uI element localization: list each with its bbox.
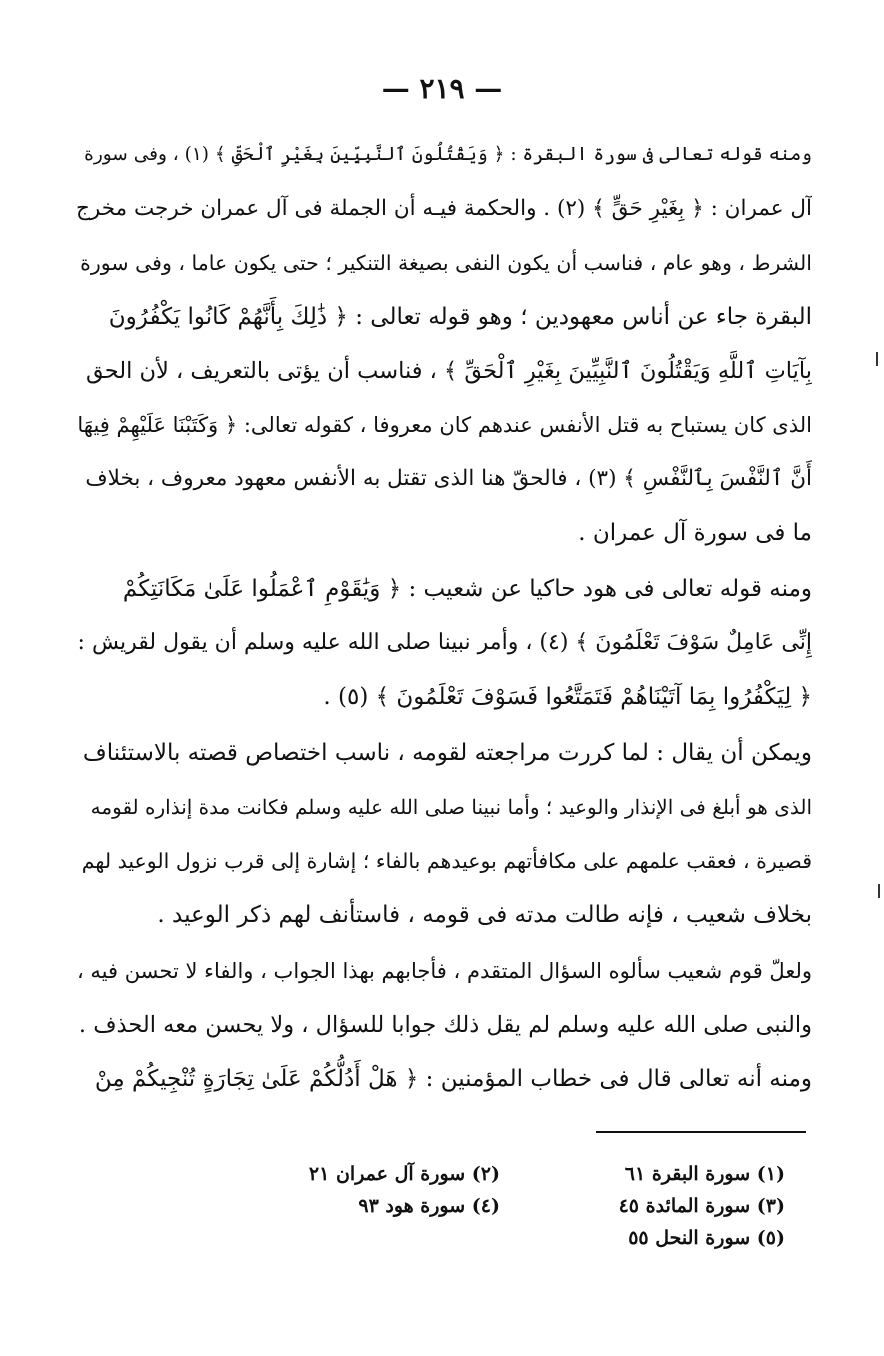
- text-line: البقرة جاء عن أناس معهودين ؛ وهو قوله تعالى : ﴿ ذَٰلِكَ بِأَنَّهُمْ كَانُوا يَكْفُرُونَ: [108, 304, 812, 330]
- footnotes-right-column: [525, 1158, 785, 1254]
- text-line: قصيرة ، فعقب علمهم على مكافأتهم بوعيدهم بالفاء ؛ إشارة إلى قرب نزول الوعيد لهم: [81, 849, 812, 873]
- text-line: الشرط ، وهو عام ، فناسب أن يكون النفى بصيغة التنكير ؛ حتى يكون عاما ، وفى سورة: [80, 251, 812, 275]
- footnote: (٣) سورة المائدة ٤٥: [618, 1195, 785, 1217]
- page-number: — ٢١٩ —: [381, 72, 503, 105]
- footnote: (٥) سورة النحل ٥٥: [628, 1227, 785, 1249]
- footnotes-left-column: [250, 1158, 500, 1222]
- text-line: بِآيَاتِ ٱللَّهِ وَيَقْتُلُونَ ٱلنَّبِيِّينَ بِغَيْرِ ٱلْحَقِّ ﴾ ، فناسب أن يؤتى بالتعريف ، لأن الحق: [85, 358, 812, 384]
- text-line: إِنِّى عَامِلٌ سَوْفَ تَعْلَمُونَ ﴾ (٤) ، وأمر نبينا صلى الله عليه وسلم أن يقول لقريش :: [77, 630, 812, 655]
- footnote-divider: [596, 1131, 806, 1133]
- text-line: ما فى سورة آل عمران .: [578, 520, 812, 546]
- text-line: بخلاف شعيب ، فإنه طالت مدته فى قومه ، فاستأنف لهم ذكر الوعيد .: [157, 902, 812, 928]
- text-line: الذى هو أبلغ فى الإنذار والوعيد ؛ وأما نبينا صلى الله عليه وسلم فكانت مدة إنذاره لقومه: [90, 795, 812, 819]
- text-line: ويمكن أن يقال : لما كررت مراجعته لقومه ، ناسب اختصاص قصته بالاستئناف: [82, 740, 812, 766]
- text-line: ومنه قوله تعالى فى هود حاكيا عن شعيب : ﴿ وَيَٰقَوْمِ ٱعْمَلُوا عَلَىٰ مَكَانَتِكُمْ: [122, 576, 812, 602]
- footnote: (١) سورة البقرة ٦١: [624, 1163, 785, 1185]
- scan-margin-mark: [878, 884, 880, 898]
- text-line: ومنه أنه تعالى قال فى خطاب المؤمنين : ﴿ هَلْ أَدُلُّكُمْ عَلَىٰ تِجَارَةٍ تُنْجِيكُمْ مِنْ: [94, 1066, 812, 1092]
- footnote: (٢) سورة آل عمران ٢١: [308, 1163, 500, 1185]
- text-line: ﴿ لِيَكْفُرُوا بِمَا آتَيْنَاهُمْ فَتَمَتَّعُوا فَسَوْفَ تَعْلَمُونَ ﴾ (٥) .: [323, 684, 812, 710]
- text-line: آل عمران : ﴿ بِغَيْرِ حَقٍّ ﴾ (٢) . والحكمة فيـه أن الجملة فى آل عمران خرجت مخرج: [76, 196, 812, 221]
- scan-margin-mark: [876, 352, 878, 366]
- text-line: ومنه قوله تعالى فى سورة البقرة : ﴿ وَيَقْتُلُونَ ٱلنَّبِيِّينَ بِغَيْرِ ٱلْحَقِّ ﴾ (١) ، وفى سورة: [84, 144, 812, 165]
- text-line: والنبى صلى الله عليه وسلم لم يقل ذلك جوابا للسؤال ، ولا يحسن معه الحذف .: [78, 1012, 812, 1038]
- text-line: أَنَّ ٱلنَّفْسَ بِٱلنَّفْسِ ﴾ (٣) ، فالحقّ هنا الذى تقتل به الأنفس معهود معروف ، بخلاف: [85, 466, 812, 491]
- text-line: الذى كان يستباح به قتل الأنفس عندهم كان معروفا ، كقوله تعالى: ﴿ وَكَتَبْنَا عَلَيْهِمْ فِيهَا: [77, 413, 812, 437]
- body-text: [76, 128, 812, 1106]
- footnote: (٤) سورة هود ٩٣: [358, 1195, 500, 1217]
- text-line: ولعلّ قوم شعيب سألوه السؤال المتقدم ، فأجابهم بهذا الجواب ، والفاء لا تحسن فيه ،: [76, 959, 812, 983]
